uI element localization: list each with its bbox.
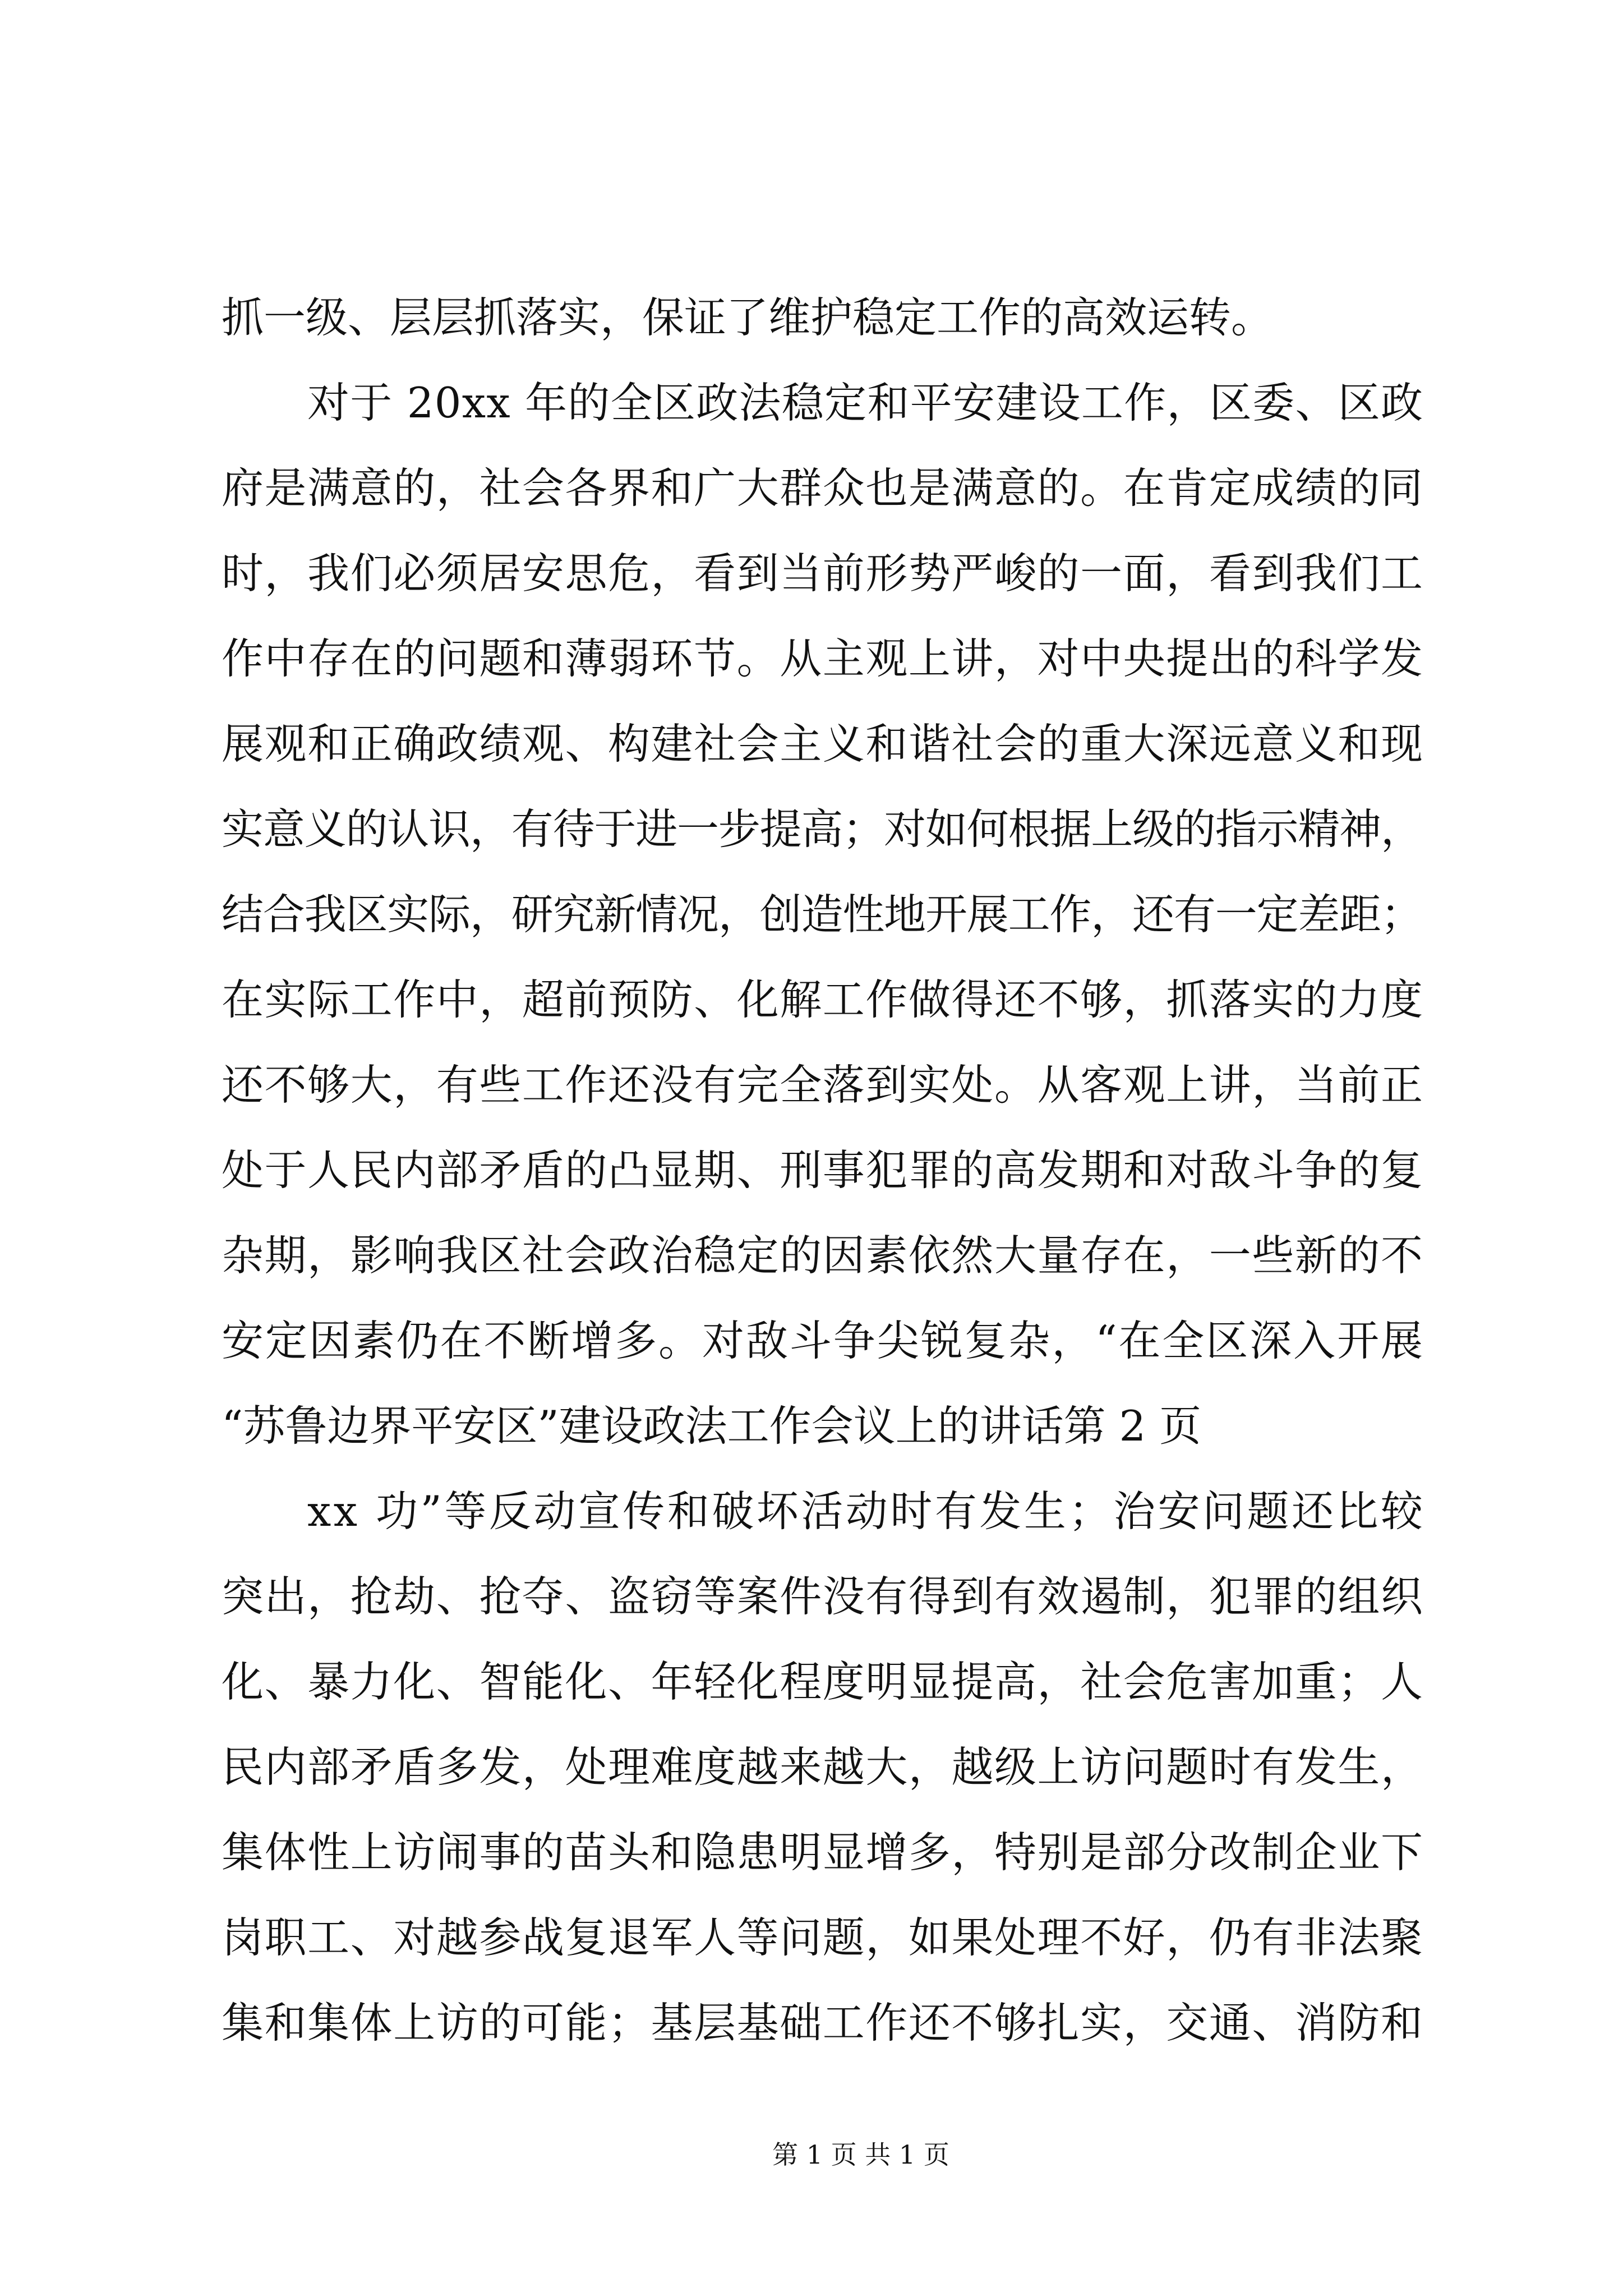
text-line: 时，我们必须居安思危，看到当前形势严峻的一面，看到我们工 [222, 549, 1424, 598]
text-line: 展观和正确政绩观、构建社会主义和谐社会的重大深远意义和现 [222, 719, 1424, 769]
text-line: 民内部矛盾多发，处理难度越来越大，越级上访问题时有发生， [222, 1742, 1424, 1792]
text-line: 处于人民内部矛盾的凸显期、刑事犯罪的高发期和对敌斗争的复 [222, 1145, 1424, 1195]
text-line: 府是满意的，社会各界和广大群众也是满意的。在肯定成绩的同 [222, 463, 1424, 513]
paragraph [222, 275, 1423, 360]
text-line: 集体性上访闹事的苗头和隐患明显增多，特别是部分改制企业下 [222, 1828, 1424, 1877]
page-footer: 第 1 页 共 1 页 [772, 2139, 949, 2170]
document-body [222, 275, 1426, 2065]
text-line: 集和集体上访的可能；基层基础工作还不够扎实，交通、消防和 [222, 1998, 1424, 2047]
text-line: xx 功”等反动宣传和破坏活动时有发生；治安问题还比较 [307, 1487, 1426, 1536]
text-line: 化、暴力化、智能化、年轻化程度明显提高，社会危害加重；人 [222, 1657, 1424, 1706]
text-line: 突出，抢劫、抢夺、盗窃等案件没有得到有效遏制，犯罪的组织 [222, 1572, 1424, 1621]
text-line: 在实际工作中，超前预防、化解工作做得还不够，抓落实的力度 [222, 975, 1424, 1024]
text-line: 对于 20xx 年的全区政法稳定和平安建设工作，区委、区政 [307, 378, 1424, 427]
text-line: 岗职工、对越参战复退军人等问题，如果处理不好，仍有非法聚 [222, 1913, 1424, 1962]
paragraph [222, 360, 1423, 1469]
text-line: 抓一级、层层抓落实，保证了维护稳定工作的高效运转。 [222, 293, 1274, 342]
text-line: 杂期，影响我区社会政治稳定的因素依然大量存在，一些新的不 [222, 1231, 1424, 1280]
text-line: 作中存在的问题和薄弱环节。从主观上讲，对中央提出的科学发 [222, 634, 1424, 683]
text-line: “苏鲁边界平安区”建设政法工作会议上的讲话第 2 页 [222, 1401, 1202, 1451]
text-line: 安定因素仍在不断增多。对敌斗争尖锐复杂，“在全区深入开展 [222, 1316, 1424, 1365]
text-line: 实意义的认识，有待于进一步提高；对如何根据上级的指示精神， [222, 804, 1422, 854]
text-line: 还不够大，有些工作还没有完全落到实处。从客观上讲，当前正 [222, 1060, 1424, 1110]
paragraph [222, 1469, 1426, 2065]
text-line: 结合我区实际，研究新情况，创造性地开展工作，还有一定差距； [222, 890, 1422, 939]
